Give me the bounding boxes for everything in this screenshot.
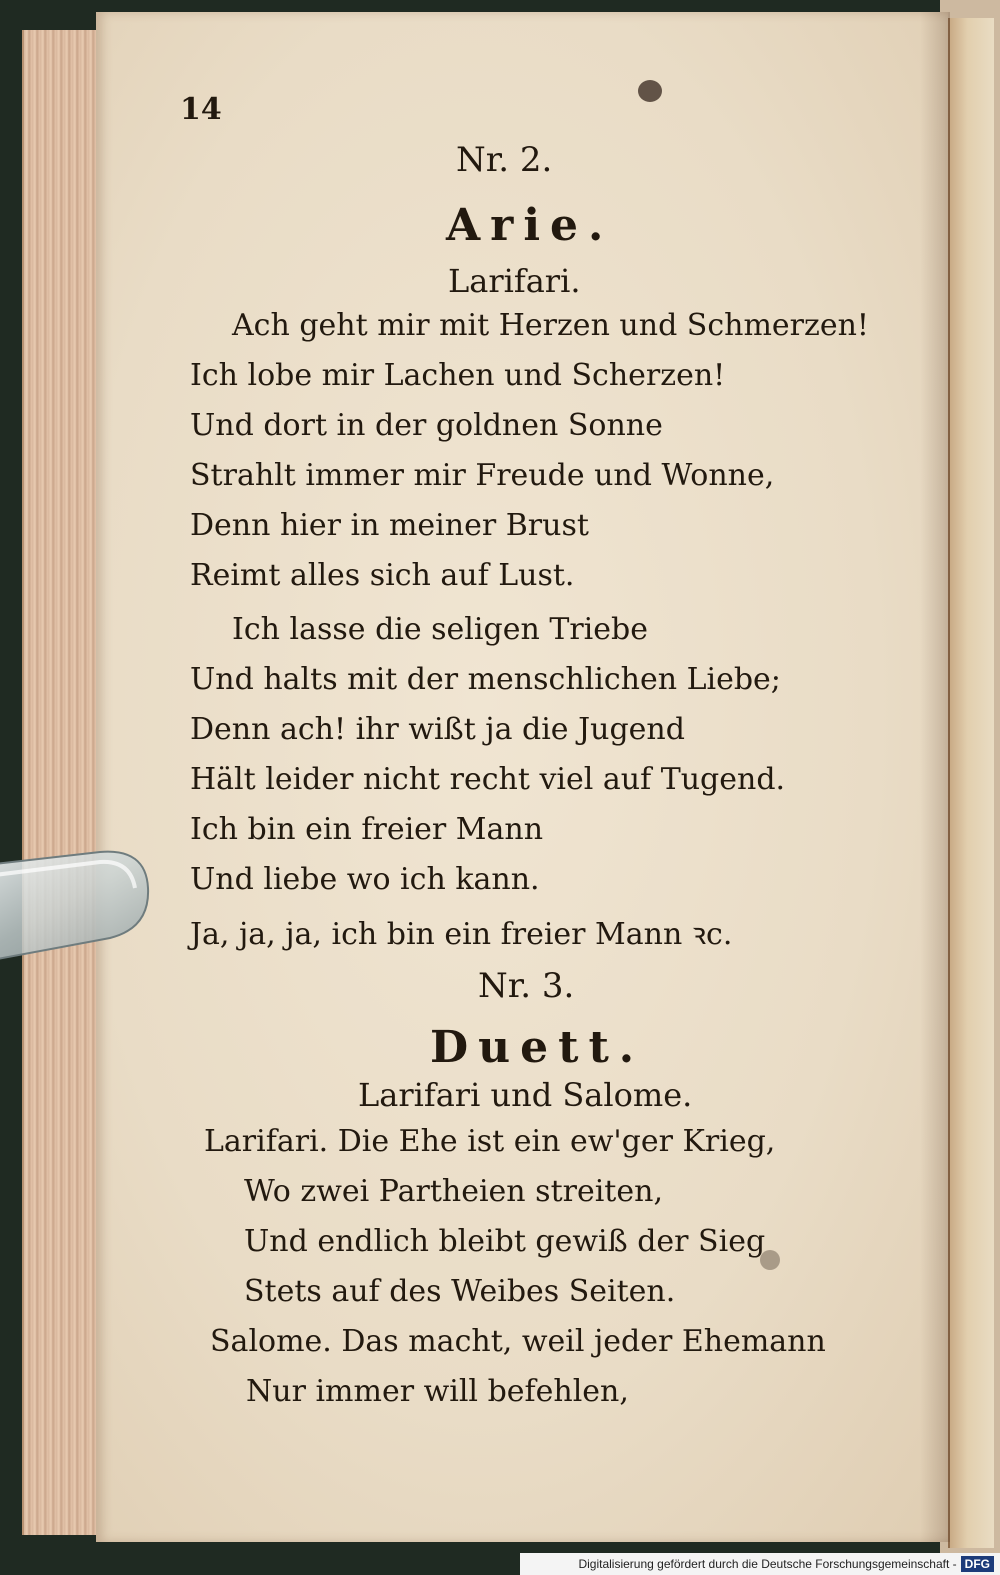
verse-line: Hält leider nicht recht viel auf Tugend.: [190, 762, 786, 797]
digitization-credit: [520, 1553, 1000, 1575]
dialogue-line: Wo zwei Partheien streiten,: [244, 1174, 663, 1209]
section-subtitle: Larifari und Salome.: [358, 1076, 693, 1114]
section-title: Arie.: [446, 200, 614, 251]
section-number: Nr. 3.: [478, 966, 575, 1006]
verse-line: Ich bin ein freier Mann: [190, 812, 544, 847]
verse-line: Und liebe wo ich kann.: [190, 862, 540, 897]
dialogue-line: Stets auf des Weibes Seiten.: [244, 1274, 676, 1309]
spine-shadow: [920, 12, 950, 1542]
ink-stain: [638, 80, 662, 102]
dialogue-line: Nur immer will befehlen,: [246, 1374, 629, 1409]
section-title: Duett.: [430, 1022, 645, 1073]
verse-line: Ach geht mir mit Herzen und Schmerzen!: [232, 308, 869, 343]
dialogue-line: Larifari. Die Ehe ist ein ew'ger Krieg,: [204, 1124, 776, 1159]
dialogue-line: Und endlich bleibt gewiß der Sieg: [244, 1224, 766, 1259]
glass-weight-icon: [0, 848, 150, 968]
verse-line: Und dort in der goldnen Sonne: [190, 408, 663, 443]
dialogue-line: Salome. Das macht, weil jeder Ehemann: [210, 1324, 826, 1359]
verse-line: Und halts mit der menschlichen Liebe;: [190, 662, 781, 697]
page-number: 14: [180, 92, 222, 127]
section-number: Nr. 2.: [456, 140, 553, 180]
facing-page-edge: [948, 18, 994, 1548]
verse-line: Denn hier in meiner Brust: [190, 508, 589, 543]
section-subtitle: Larifari.: [448, 262, 581, 300]
verse-line: Denn ach! ihr wißt ja die Jugend: [190, 712, 685, 747]
verse-line: Ja, ja, ja, ich bin ein freier Mann ꝛc.: [190, 917, 733, 952]
verse-line: Strahlt immer mir Freude und Wonne,: [190, 458, 775, 493]
verse-line: Ich lobe mir Lachen und Scherzen!: [190, 358, 726, 393]
verse-line: Reimt alles sich auf Lust.: [190, 558, 575, 593]
page-stack-edges: [22, 30, 104, 1535]
credit-text: Digitalisierung gefördert durch die Deutsche Forschungsgemeinschaft -: [578, 1557, 957, 1571]
verse-line: Ich lasse die seligen Triebe: [232, 612, 648, 647]
dfg-logo: DFG: [961, 1556, 994, 1572]
